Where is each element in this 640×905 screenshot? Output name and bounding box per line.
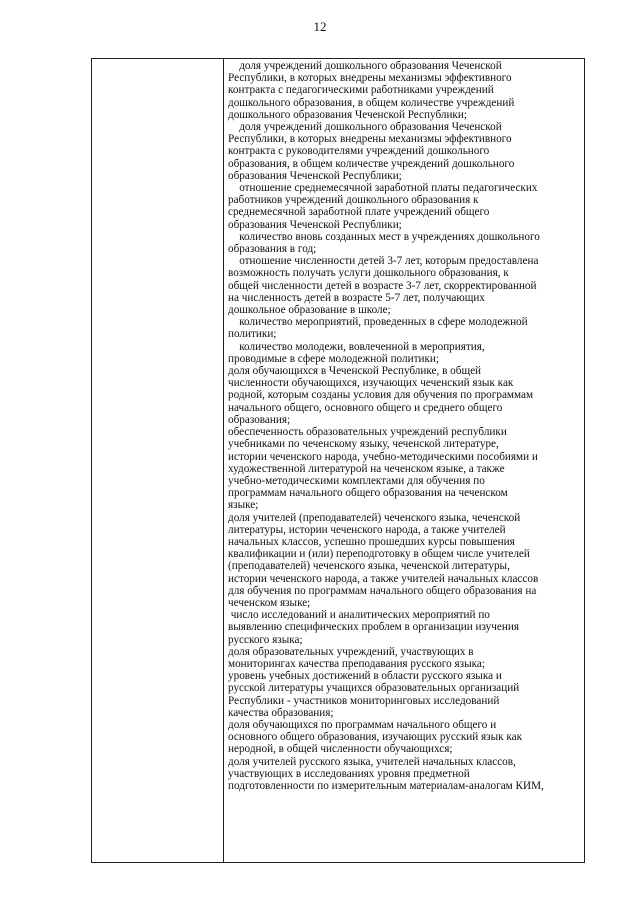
text-line: истории чеченского народа, учебно-методическими пособиями и [228,450,538,463]
text-line: учебниками по чеченскому языку, чеченской литературе, [228,438,499,451]
text-line: работников учреждений дошкольного образования к [228,194,479,207]
text-line: отношение среднемесячной заработной платы педагогических [228,182,538,195]
text-line: выявлению специфических проблем в организации изучения [228,621,519,634]
text-line: подготовленности по измерительным материалам-аналогам КИМ, [228,779,544,792]
text-line: образования Чеченской Республики; [228,169,402,182]
text-line: чеченском языке; [228,596,311,609]
text-line: мониторингах качества преподавания русского языка; [228,657,485,670]
text-line: начального общего, основного общего и среднего общего [228,401,503,414]
text-line: русской литературы учащихся образовательных организаций [228,682,520,695]
text-line: дошкольного образования Чеченской Республики; [228,108,467,121]
text-line: число исследований и аналитических мероприятий по [228,609,490,622]
text-line: образования Чеченской Республики; [228,218,402,231]
text-line: Республики, в которых внедрены механизмы эффективного [228,72,512,85]
text-line: квалификации и (или) переподготовку в общем числе учителей [228,548,530,561]
text-line: на численность детей в возрасте 5-7 лет, получающих [228,291,485,304]
text-line: участвующих в исследованиях уровня предметной [228,767,470,780]
column-divider [223,59,224,862]
text-line: дошкольное образование в школе; [228,304,391,317]
text-line: языке; [228,499,259,512]
text-line: качества образования; [228,706,334,719]
text-line: среднемесячной заработной плате учреждений общего [228,206,490,219]
text-line: проводимые в сфере молодежной политики; [228,352,439,365]
text-line: русского языка; [228,633,303,646]
text-line: уровень учебных достижений в области русского языка и [228,670,502,683]
text-line: количество молодежи, вовлеченной в мероприятия, [228,340,485,353]
indicator-list-cell [228,60,582,792]
text-line: общей численности детей в возрасте 3-7 лет, скорректированной [228,279,537,292]
text-line: программам начального общего образования на чеченском [228,487,508,500]
text-line: доля учреждений дошкольного образования Чеченской [228,60,502,72]
text-line: доля обучающихся по программам начального общего и [228,718,497,731]
text-line: неродной, в общей численности обучающихся; [228,743,453,756]
text-line: начальных классов, успешно прошедших курсы повышения [228,535,515,548]
text-line: количество вновь созданных мест в учреждениях дошкольного [228,230,540,243]
text-line: контракта с руководителями учреждений дошкольного [228,145,490,158]
text-line: (преподавателей) чеченского языка, чеченской литературы, [228,560,510,573]
text-line: основного общего образования, изучающих русский язык как [228,731,523,744]
document-table [91,58,585,863]
text-line: количество мероприятий, проведенных в сфере молодежной [228,316,528,329]
text-line: Республики, в которых внедрены механизмы эффективного [228,133,512,146]
page-number: 12 [313,19,327,34]
text-line: Республики - участников мониторинговых исследований [228,694,500,707]
text-line: возможность получать услуги дошкольного образования, к [228,267,509,280]
text-line: образования в год; [228,243,317,256]
text-line: доля обучающихся в Чеченской Республике, в общей [228,365,482,378]
text-line: истории чеченского народа, а также учителей начальных классов [228,572,539,585]
text-line: доля учителей (преподавателей) чеченского языка, чеченской [228,511,521,524]
text-line: образования; [228,413,291,426]
text-line: политики; [228,328,277,341]
text-line: художественной литературой на чеченском языке, а также [228,462,505,475]
text-line: контракта с педагогическими работниками учреждений [228,84,494,97]
text-line: отношение численности детей 3-7 лет, которым предоставлена [228,255,539,268]
text-line: дошкольного образования, в общем количестве учреждений [228,96,515,109]
text-line: доля образовательных учреждений, участвующих в [228,645,474,658]
text-line: образования, в общем количестве учреждений дошкольного [228,157,515,170]
text-line: учебно-методическими комплектами для обучения по [228,474,485,487]
text-line: литературы, истории чеченского народа, а также учителей [228,523,506,536]
text-line: доля учреждений дошкольного образования Чеченской [228,121,502,134]
text-line: родной, которым созданы условия для обучения по программам [228,389,534,402]
text-line: численности обучающихся, изучающих чеченский язык как [228,377,514,390]
text-line: доля учителей русского языка, учителей начальных классов, [228,755,516,768]
text-line: для обучения по программам начального общего образования на [228,584,537,597]
text-line: обеспеченность образовательных учреждений республики [228,426,507,439]
